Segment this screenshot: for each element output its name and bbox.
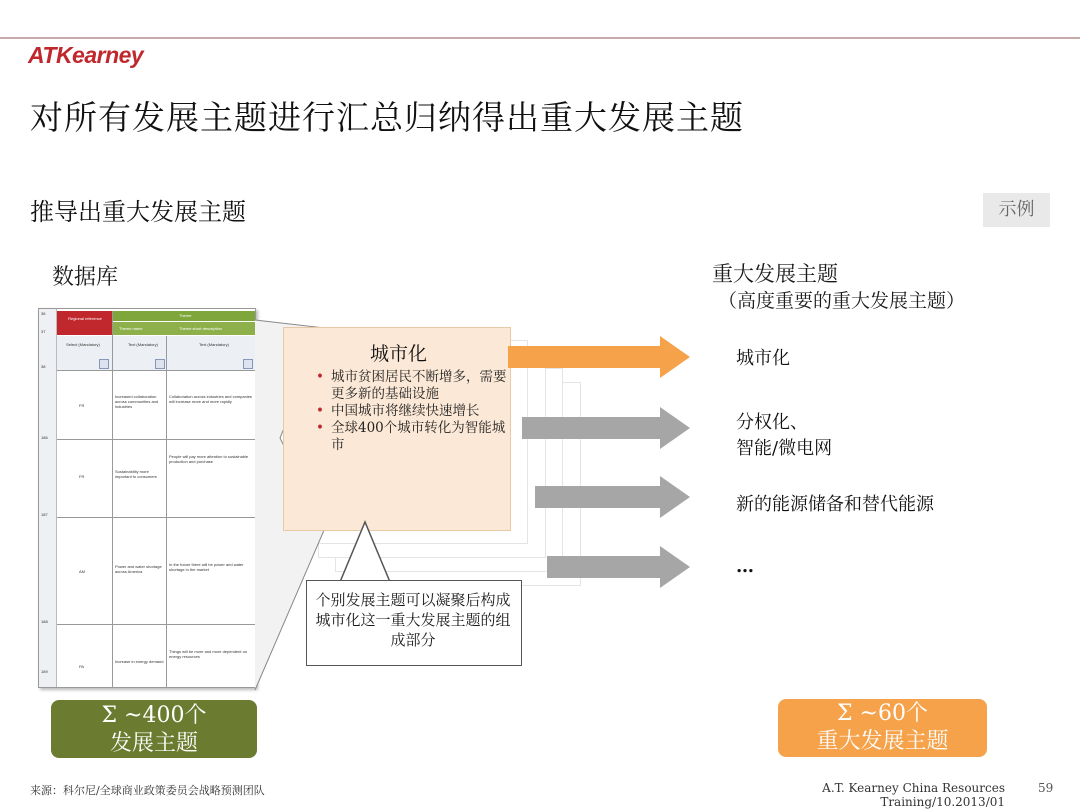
table-cell-desc: Collaboration across industries and companies will increase more and more rapidly [169,394,252,404]
major-theme-item: 新的能源储备和替代能源 [736,494,934,515]
column-divider [112,311,113,687]
row-number: 36 [41,311,46,316]
row-divider [57,624,255,625]
right-heading-sub: （高度重要的重大发展主题） [718,290,966,312]
total-themes-label: 发展主题 [109,731,198,756]
table-cell-ref: FR [79,403,85,408]
sub-header-3: Text (Mandatory) [198,342,229,347]
row-number: 187 [41,512,48,517]
table-cell-name: Sustainability more important to consumers [115,469,157,479]
source-note: 来源：科尔尼/全球商业政策委员会战略预测团队 [30,784,265,797]
filter-dropdown-icon[interactable] [99,359,109,369]
row-number: 186 [41,435,48,440]
total-major-themes-box [778,699,987,757]
database-label: 数据库 [52,265,119,290]
section-subtitle: 推导出重大发展主题 [30,198,246,226]
major-theme-item: … [736,556,754,577]
bullet-item: • 城市贫困居民不断增多，需要更多新的基础设施 [316,369,516,403]
header-ref-cell [57,311,112,335]
theme-card-title: 城市化 [370,343,428,365]
header-name: Theme name [119,326,143,331]
table-cell-ref: PA [79,664,85,669]
total-major-label: 重大发展主题 [816,729,949,754]
table-cell-name: Power and water shortage across America [115,564,162,574]
filter-dropdown-icon[interactable] [155,359,165,369]
table-cell-ref: FR [79,474,85,479]
header-ref: Regional reference [68,316,102,321]
bullet-item: • 全球400个城市转化为智能城市 [316,420,516,454]
header-desc: Theme short description [179,326,222,331]
row-divider [57,439,255,440]
bullet-item: • 中国城市将继续快速增长 [316,403,516,420]
sub-header-2: Text (Mandatory) [127,342,158,347]
row-number: 188 [41,619,48,624]
table-cell-ref: AM [79,569,85,574]
row-number: 38 [41,364,46,369]
theme-bullet-list [316,369,516,454]
table-cell-desc: In the future there will be power and water shortage in the market [169,562,244,572]
column-divider [166,336,167,687]
major-theme-item: 分权化、 [736,412,808,433]
row-number: 189 [41,669,48,674]
header-theme: Theme [179,313,192,318]
arrow-gray [535,474,692,524]
table-cell-desc: People will pay more attention to sustainable production and purchase [169,454,249,464]
page-number: 59 [1038,781,1054,795]
callout-text: 个别发展主题可以凝聚后构成城市化这一重大发展主题的组成部分 [315,591,511,649]
total-themes-count: Σ ~400个 [101,703,207,728]
major-theme-item: 智能/微电网 [736,438,833,459]
table-cell-name: Increase in energy demand [115,659,164,664]
table-cell-desc: Things will be more and more dependent on energy resources [169,649,248,659]
sub-header-1: Select (Mandatory) [66,342,100,347]
total-major-count: Σ ~60个 [837,701,928,726]
brand-logo: ATKearney [28,42,144,68]
arrow-gray [547,544,692,594]
arrow-orange [508,334,692,384]
row-number: 37 [41,329,46,334]
total-themes-box [51,700,257,758]
example-tag: 示例 [983,193,1050,227]
arrow-gray [522,405,692,455]
callout-pointer [330,520,410,584]
right-heading: 重大发展主题 [712,262,838,286]
major-theme-item: 城市化 [736,348,790,369]
top-divider [0,37,1080,39]
table-cell-name: Increased collaboration across communities and industries [115,394,159,409]
footer-credit: A.T. Kearney China Resources Training/10.2013/01 [822,781,1005,809]
row-divider [57,517,255,518]
database-spreadsheet [38,308,256,688]
page-title: 对所有发展主题进行汇总归纳得出重大发展主题 [30,98,744,137]
